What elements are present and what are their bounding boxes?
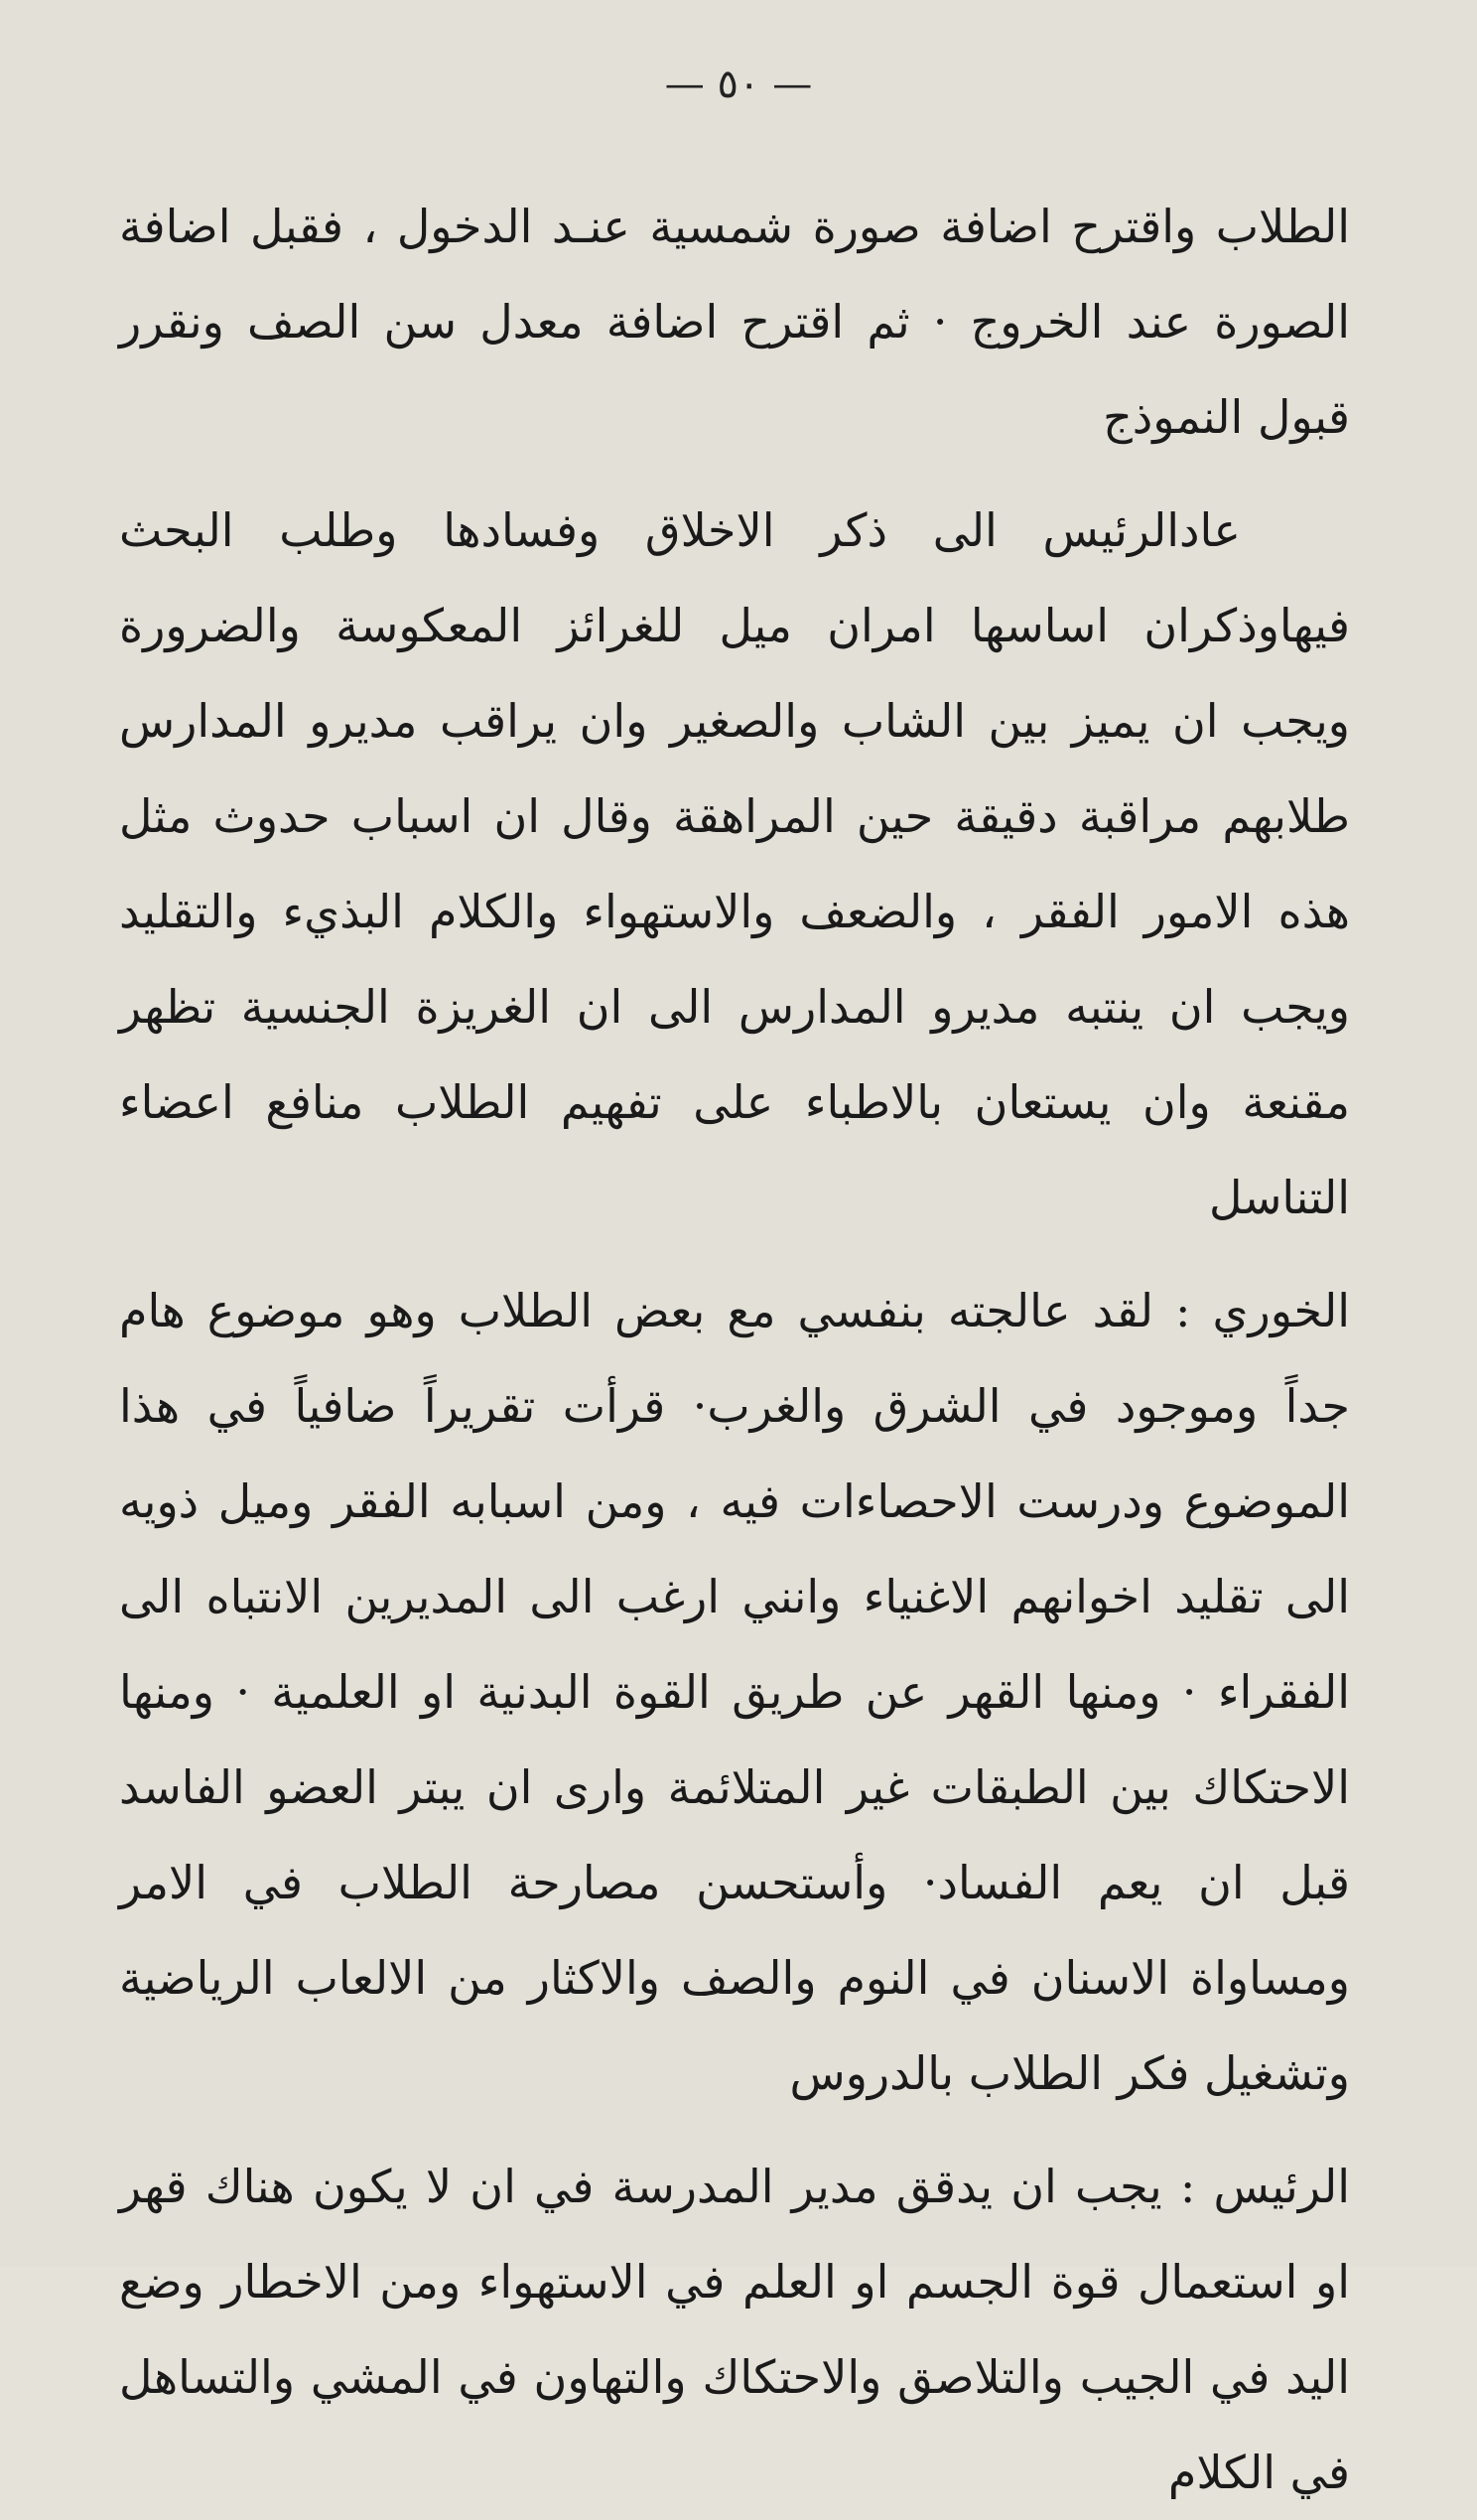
page-number: — ٥٠ — xyxy=(664,62,813,107)
paragraph-gap xyxy=(119,2121,1350,2139)
paragraph-president-morals: عادالرئيس الى ذكر الاخلاق وفسادها وطلب البحث فيهاوذكران اساسها امران ميل للغرائز المعكوسة والضرورة ويجب ان يميز بين الشاب والصغير وان يراقب مديرو المدارس طلابهم مراقبة دقيقة حين المراهقة وقال ان اسباب حدوث مثل هذه الامور الفقر ، والضعف والاستهواء والكلام البذيء والتقليد ويجب ان ينتبه مديرو المدارس الى ان الغريزة الجنسية تظهر مقنعة وان يستعان بالاطباء على تفهيم الطلاب منافع اعضاء التناسل xyxy=(119,503,1350,1224)
paragraph-gap xyxy=(119,1245,1350,1263)
paragraph-gap xyxy=(119,465,1350,483)
paragraph-continuation: الطلاب واقترح اضافة صورة شمسية عنـد الدخول ، فقبل اضافة الصورة عند الخروج · ثم اقترح اضافة معدل سن الصف ونقرر قبول النموذج xyxy=(119,200,1350,444)
paragraph-khoury: الخوري : لقد عالجته بنفسي مع بعض الطلاب وهو موضوع هام جداً وموجود في الشرق والغرب· قرأت تقريراً ضافياً في هذا الموضوع ودرست الاحصاءات فيه ، ومن اسبابه الفقر وميل ذويه الى تقليد اخوانهم الاغنياء وانني ارغب الى المديرين الانتباه الى الفقراء · ومنها القهر عن طريق القوة البدنية او العلمية · ومنها الاحتكاك بين الطبقات غير المتلائمة وارى ان يبتر العضو الفاسد قبل ان يعم الفساد· وأستحسن مصارحة الطلاب في الامر ومساواة الاسنان في النوم والصف والاكثار من الالعاب الرياضية وتشغيل فكر الطلاب بالدروس xyxy=(119,1284,1350,2100)
body-text xyxy=(119,179,1350,2520)
paragraph-president-closing: الرئيس : يجب ان يدقق مدير المدرسة في ان لا يكون هناك قهر او استعمال قوة الجسم او العلم في الاستهواء ومن الاخطار وضع اليد في الجيب والتلاصق والاحتكاك والتهاون في المشي والتساهل في الكلام xyxy=(119,2160,1350,2499)
